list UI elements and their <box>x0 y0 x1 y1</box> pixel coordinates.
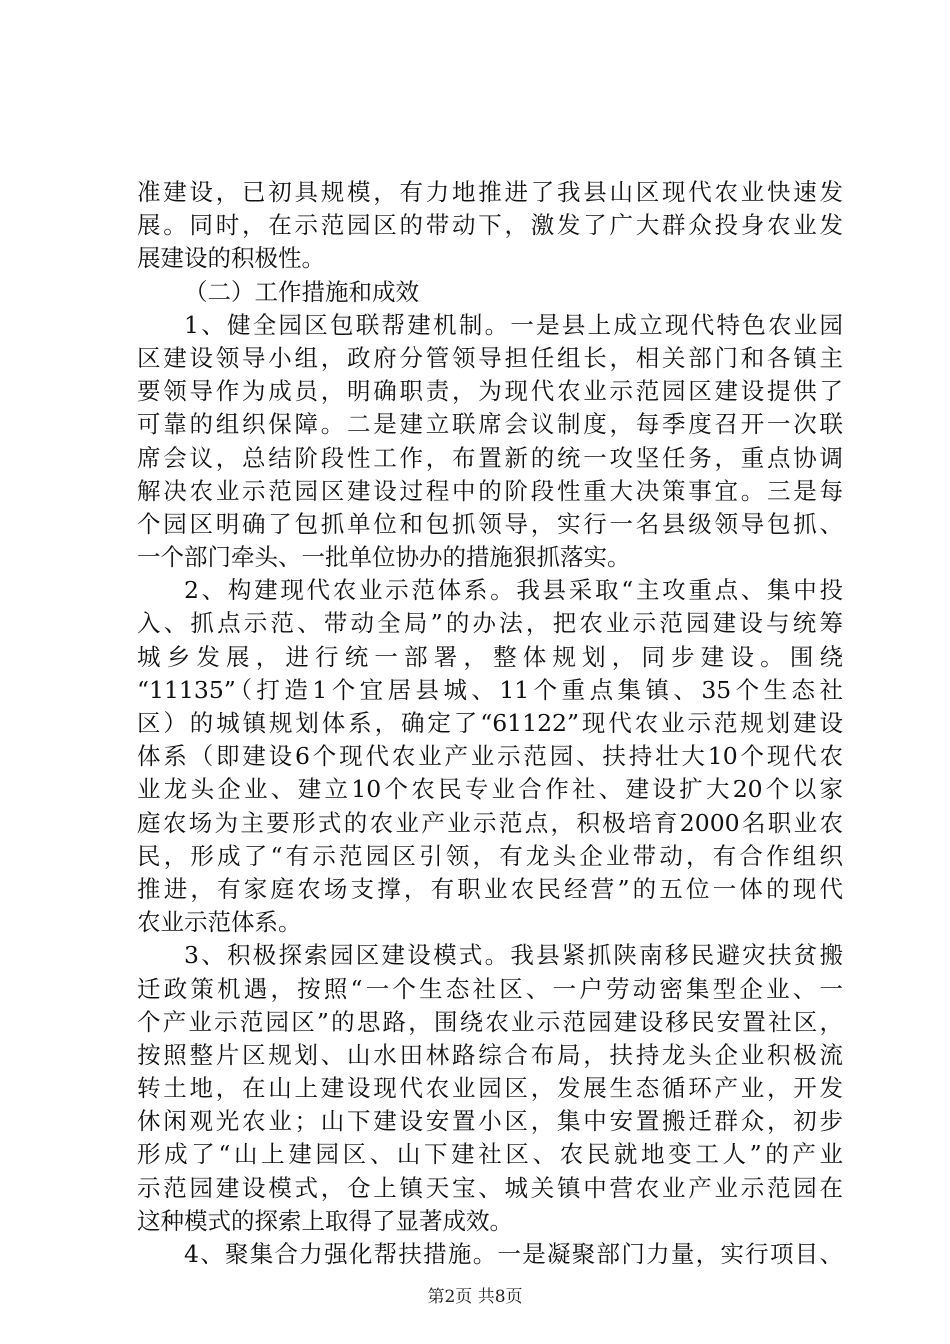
text-line: 形成了“山上建园区、山下建社区、农民就地变工人”的产业 <box>137 1140 843 1169</box>
text-line: 休闲观光农业；山下建设安置小区，集中安置搬迁群众，初步 <box>137 1107 843 1136</box>
text-line: 这种模式的探索上取得了显著成效。 <box>137 1206 513 1235</box>
text-line: 区建设领导小组，政府分管领导担任组长，相关部门和各镇主 <box>137 343 843 372</box>
text-line: 庭农场为主要形式的农业产业示范点，积极培育2000名职业农 <box>137 808 843 837</box>
text-line: 席会议，总结阶段性工作，布置新的统一攻坚任务，重点协调 <box>137 443 843 472</box>
paragraph-start-line: 1、健全园区包联帮建机制。一是县上成立现代特色农业园 <box>184 310 843 339</box>
text-line: 城乡发展，进行统一部署，整体规划，同步建设。围绕 <box>137 642 843 671</box>
text-line: 体系（即建设6个现代农业产业示范园、扶持壮大10个现代农 <box>137 742 843 771</box>
text-line: 转土地，在山上建设现代农业园区，发展生态循环产业，开发 <box>137 1074 843 1103</box>
text-line: 个园区明确了包抓单位和包抓领导，实行一名县级领导包抓、 <box>137 509 843 538</box>
text-line: 解决农业示范园区建设过程中的阶段性重大决策事宜。三是每 <box>137 476 843 505</box>
text-line: 迁政策机遇，按照“一个生态社区、一户劳动密集型企业、一 <box>137 974 843 1003</box>
text-line: 展建设的积极性。 <box>137 244 325 273</box>
page-number-footer: 第2页 共8页 <box>427 1287 523 1307</box>
text-line: 展。同时，在示范园区的带动下，激发了广大群众投身农业发 <box>137 211 843 240</box>
text-line: 准建设，已初具规模，有力地推进了我县山区现代农业快速发 <box>137 178 843 206</box>
text-line: 区）的城镇规划体系，确定了“61122”现代农业示范规划建设 <box>137 709 843 737</box>
document-body <box>137 176 843 1271</box>
text-line: 农业示范体系。 <box>137 908 302 937</box>
text-line: 推进，有家庭农场支撑，有职业农民经营”的五位一体的现代 <box>137 874 843 903</box>
section-heading: （二）工作措施和成效 <box>184 277 419 306</box>
text-line: 示范园建设模式，仓上镇天宝、城关镇中营农业产业示范园在 <box>137 1173 843 1202</box>
text-line: 入、抓点示范、带动全局”的办法，把农业示范园建设与统筹 <box>137 609 843 638</box>
text-line: 业龙头企业、建立10个农民专业合作社、建设扩大20个以家 <box>137 775 843 804</box>
paragraph-start-line: 3、积极探索园区建设模式。我县紧抓陕南移民避灾扶贫搬 <box>184 941 843 970</box>
paragraph-start-line: 2、构建现代农业示范体系。我县采取“主攻重点、集中投 <box>184 576 843 605</box>
paragraph-start-line: 4、聚集合力强化帮扶措施。一是凝聚部门力量，实行项目、 <box>184 1240 843 1268</box>
text-line: 民，形成了“有示范园区引领，有龙头企业带动，有合作组织 <box>137 841 843 870</box>
text-line: 个产业示范园区”的思路，围绕农业示范园建设移民安置社区， <box>137 1007 843 1036</box>
text-line: “11135”（打造1个宜居县城、11个重点集镇、35个生态社 <box>137 675 843 704</box>
text-line: 一个部门牵头、一批单位协办的措施狠抓落实。 <box>137 543 631 572</box>
text-line: 可靠的组织保障。二是建立联席会议制度，每季度召开一次联 <box>137 410 843 439</box>
text-line: 按照整片区规划、山水田林路综合布局，扶持龙头企业积极流 <box>137 1040 843 1069</box>
text-line: 要领导作为成员，明确职责，为现代农业示范园区建设提供了 <box>137 377 843 406</box>
